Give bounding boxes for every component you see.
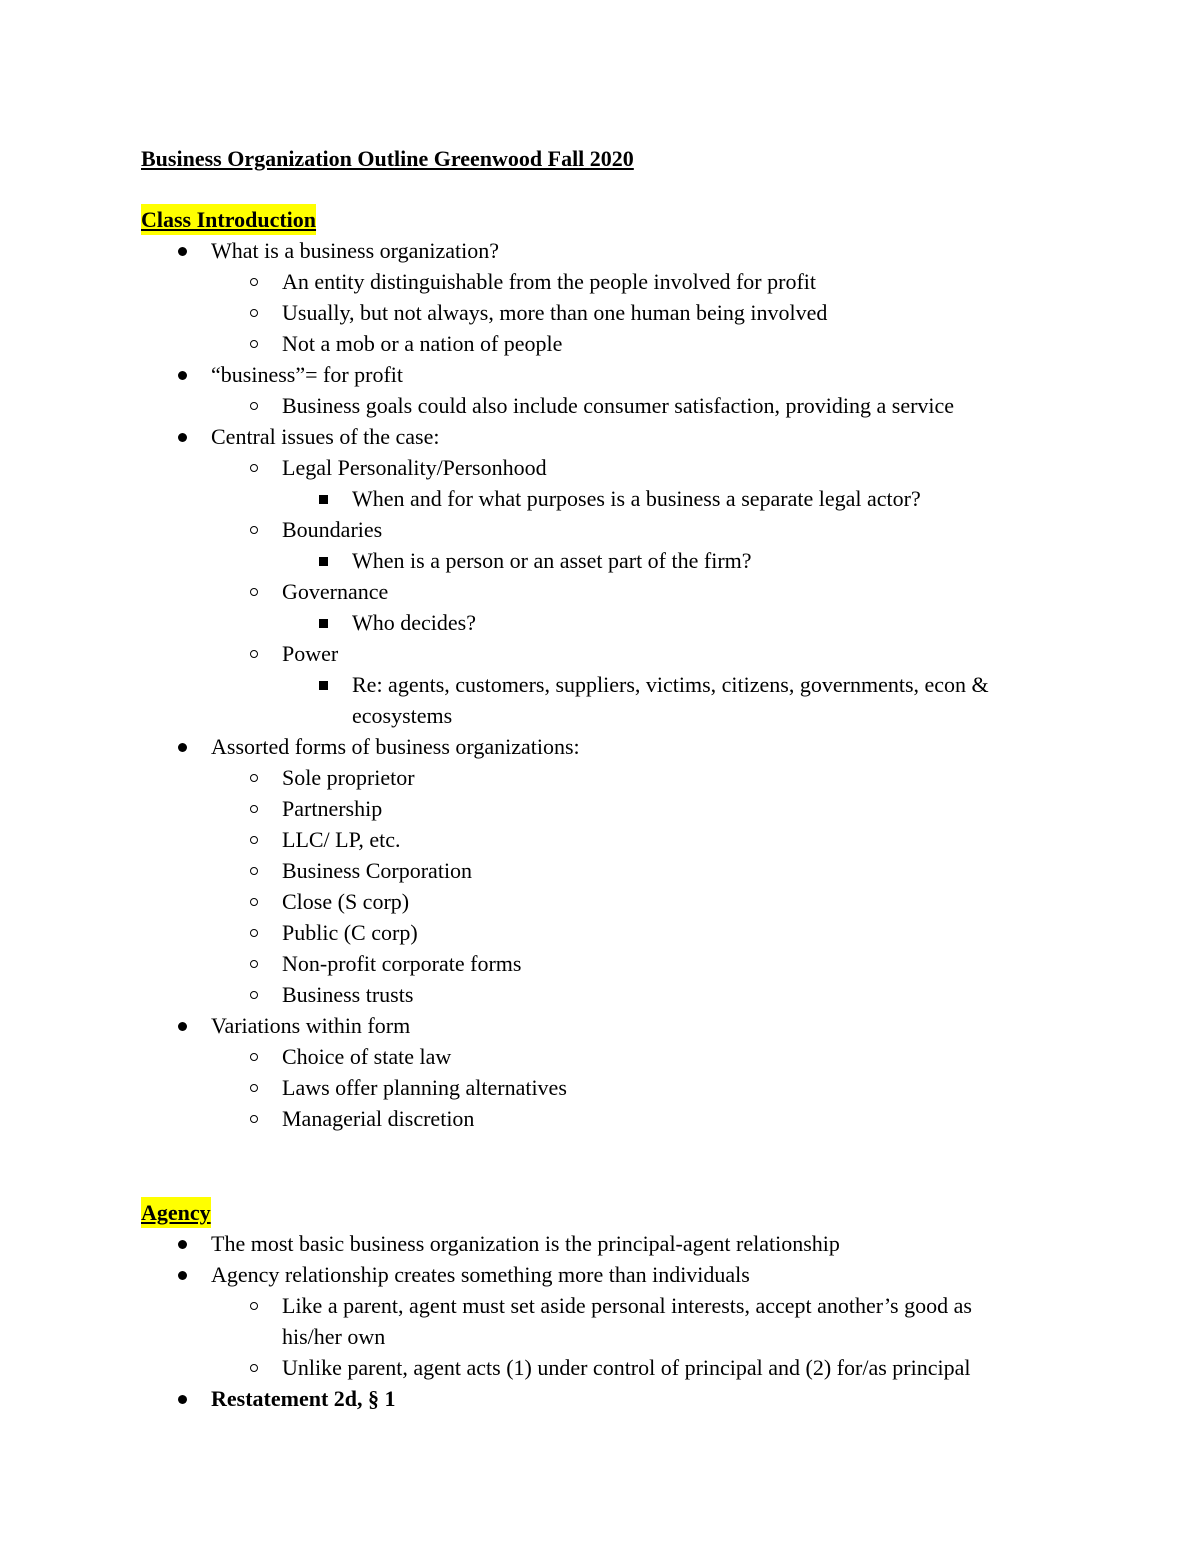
filled-circle-bullet-icon (172, 421, 192, 452)
hollow-circle-bullet-icon (244, 855, 264, 886)
filled-circle-bullet-icon (172, 1228, 192, 1259)
list-item: Business Corporation (282, 858, 473, 883)
filled-circle-bullet-icon (172, 359, 192, 390)
list-item: “business”= for profit (211, 362, 404, 387)
list-item: Non-profit corporate forms (282, 951, 522, 976)
list-item: Like a parent, agent must set aside personal interests, accept another’s good as (282, 1293, 972, 1318)
list-item: Close (S corp) (282, 889, 410, 914)
hollow-circle-bullet-icon (244, 886, 264, 917)
hollow-circle-bullet-icon (244, 266, 264, 297)
list-item: Sole proprietor (282, 765, 415, 790)
hollow-circle-bullet-icon (244, 576, 264, 607)
list-item: Agency relationship creates something more than individuals (211, 1262, 750, 1287)
section-heading-class-introduction: Class Introduction (141, 204, 316, 235)
list-item: Public (C corp) (282, 920, 418, 945)
list-item: Power (282, 641, 339, 666)
filled-square-bullet-icon (313, 669, 333, 700)
list-item-continuation: his/her own (282, 1324, 386, 1349)
list-item: Re: agents, customers, suppliers, victims, citizens, governments, econ & (352, 672, 989, 697)
hollow-circle-bullet-icon (244, 390, 264, 421)
list-item: Managerial discretion (282, 1106, 475, 1131)
list-item: When is a person or an asset part of the firm? (352, 548, 752, 573)
hollow-circle-bullet-icon (244, 1290, 264, 1321)
hollow-circle-bullet-icon (244, 297, 264, 328)
filled-circle-bullet-icon (172, 1259, 192, 1290)
list-item: Governance (282, 579, 389, 604)
list-item: Central issues of the case: (211, 424, 440, 449)
hollow-circle-bullet-icon (244, 1352, 264, 1383)
filled-circle-bullet-icon (172, 1010, 192, 1041)
filled-circle-bullet-icon (172, 731, 192, 762)
list-item-continuation: ecosystems (352, 703, 453, 728)
hollow-circle-bullet-icon (244, 638, 264, 669)
list-item: Variations within form (211, 1013, 411, 1038)
list-item: Boundaries (282, 517, 383, 542)
section-heading-agency: Agency (141, 1197, 211, 1228)
list-item-restatement: Restatement 2d, § 1 (211, 1386, 396, 1411)
list-item: Assorted forms of business organizations: (211, 734, 580, 759)
hollow-circle-bullet-icon (244, 948, 264, 979)
hollow-circle-bullet-icon (244, 1072, 264, 1103)
list-item: Choice of state law (282, 1044, 452, 1069)
document-title: Business Organization Outline Greenwood Fall 2020 (141, 146, 634, 171)
hollow-circle-bullet-icon (244, 452, 264, 483)
filled-square-bullet-icon (313, 607, 333, 638)
list-item: When and for what purposes is a business a separate legal actor? (352, 486, 921, 511)
hollow-circle-bullet-icon (244, 979, 264, 1010)
list-item: Unlike parent, agent acts (1) under control of principal and (2) for/as principal (282, 1355, 971, 1380)
list-item: Business goals could also include consumer satisfaction, providing a service (282, 393, 955, 418)
list-item: Business trusts (282, 982, 414, 1007)
hollow-circle-bullet-icon (244, 1041, 264, 1072)
list-item: What is a business organization? (211, 238, 499, 263)
list-item: Not a mob or a nation of people (282, 331, 563, 356)
list-item: Partnership (282, 796, 383, 821)
list-item: Usually, but not always, more than one human being involved (282, 300, 828, 325)
hollow-circle-bullet-icon (244, 514, 264, 545)
filled-square-bullet-icon (313, 483, 333, 514)
list-item: The most basic business organization is the principal-agent relationship (211, 1231, 840, 1256)
list-item: Legal Personality/Personhood (282, 455, 547, 480)
hollow-circle-bullet-icon (244, 793, 264, 824)
list-item: Laws offer planning alternatives (282, 1075, 567, 1100)
hollow-circle-bullet-icon (244, 1103, 264, 1134)
list-item: LLC/ LP, etc. (282, 827, 401, 852)
hollow-circle-bullet-icon (244, 762, 264, 793)
filled-circle-bullet-icon (172, 235, 192, 266)
hollow-circle-bullet-icon (244, 328, 264, 359)
hollow-circle-bullet-icon (244, 824, 264, 855)
filled-circle-bullet-icon (172, 1383, 192, 1414)
list-item: An entity distinguishable from the people involved for profit (282, 269, 817, 294)
filled-square-bullet-icon (313, 545, 333, 576)
list-item: Who decides? (352, 610, 476, 635)
hollow-circle-bullet-icon (244, 917, 264, 948)
